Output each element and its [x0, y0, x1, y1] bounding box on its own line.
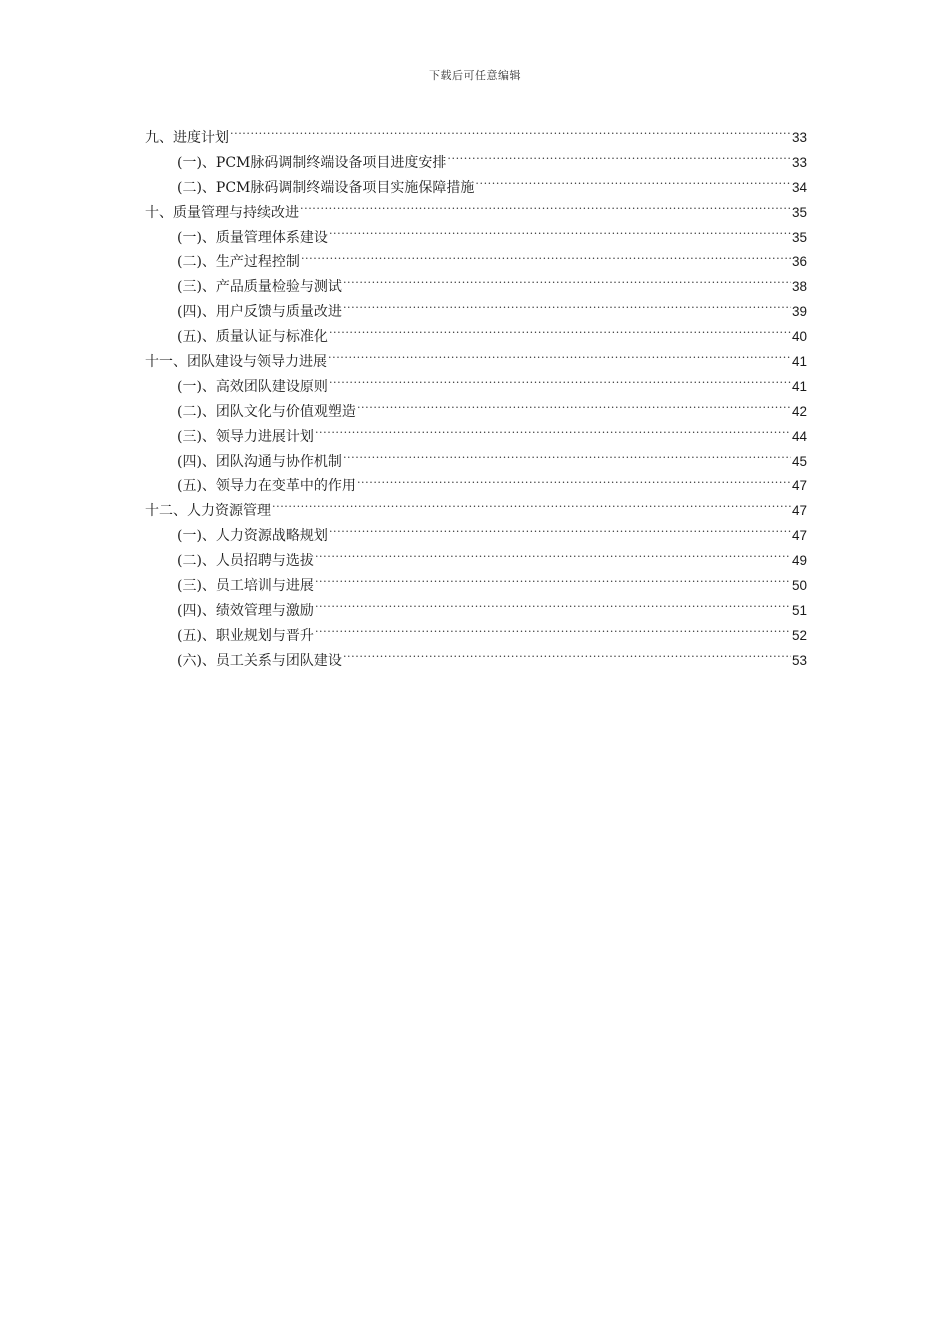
toc-dot-leader [300, 203, 791, 217]
toc-page-number: 50 [791, 578, 807, 594]
toc-subsection-entry[interactable] [145, 300, 807, 325]
toc-subsection-entry[interactable] [145, 226, 807, 251]
toc-entry-title: (一)、高效团队建设原则 [177, 378, 328, 395]
toc-dot-leader [230, 128, 791, 142]
toc-entry-title: (四)、用户反馈与质量改进 [177, 304, 342, 321]
toc-entry-title: (四)、绩效管理与激励 [177, 602, 314, 619]
toc-entry-title: (五)、领导力在变革中的作用 [177, 478, 356, 495]
toc-dot-leader [272, 501, 791, 515]
toc-entry-title: (一)、人力资源战略规划 [177, 528, 328, 545]
toc-section-entry[interactable] [145, 201, 807, 226]
toc-entry-title: (一)、PCM脉码调制终端设备项目进度安排 [177, 154, 447, 171]
toc-page-number: 38 [791, 279, 807, 295]
toc-subsection-entry[interactable] [145, 649, 807, 674]
toc-page-number: 35 [791, 204, 807, 220]
toc-entry-title: (六)、员工关系与团队建设 [177, 652, 342, 669]
toc-subsection-entry[interactable] [145, 524, 807, 549]
toc-page-number: 35 [791, 229, 807, 245]
toc-page-number: 34 [791, 179, 807, 195]
toc-entry-title: (二)、团队文化与价值观塑造 [177, 403, 356, 420]
toc-dot-leader [343, 651, 791, 665]
toc-subsection-entry[interactable] [145, 250, 807, 275]
toc-entry-title: (二)、PCM脉码调制终端设备项目实施保障措施 [177, 179, 475, 196]
toc-entry-title: (三)、领导力进展计划 [177, 428, 314, 445]
toc-subsection-entry[interactable] [145, 400, 807, 425]
toc-entry-title: (五)、质量认证与标准化 [177, 329, 328, 346]
toc-entry-title: (三)、产品质量检验与测试 [177, 279, 342, 296]
toc-entry-title: 十、质量管理与持续改进 [145, 204, 299, 221]
toc-page-number: 51 [791, 602, 807, 618]
toc-dot-leader [343, 452, 791, 466]
toc-dot-leader [357, 402, 791, 416]
toc-dot-leader [315, 601, 791, 615]
toc-page-number: 42 [791, 403, 807, 419]
toc-subsection-entry[interactable] [145, 624, 807, 649]
toc-page-number: 53 [791, 652, 807, 668]
toc-dot-leader [343, 277, 791, 291]
toc-section-entry[interactable] [145, 499, 807, 524]
header-note: 下载后可任意编辑 [429, 69, 521, 82]
toc-entry-title: (四)、团队沟通与协作机制 [177, 453, 342, 470]
toc-subsection-entry[interactable] [145, 549, 807, 574]
toc-subsection-entry[interactable] [145, 375, 807, 400]
toc-subsection-entry[interactable] [145, 151, 807, 176]
toc-page-number: 41 [791, 378, 807, 394]
toc-dot-leader [301, 252, 791, 266]
toc-entry-title: 十一、团队建设与领导力进展 [145, 354, 327, 371]
toc-subsection-entry[interactable] [145, 425, 807, 450]
toc-page-number: 47 [791, 528, 807, 544]
toc-entry-title: (三)、员工培训与进展 [177, 578, 314, 595]
toc-subsection-entry[interactable] [145, 599, 807, 624]
toc-dot-leader [315, 427, 791, 441]
toc-dot-leader [329, 228, 791, 242]
toc-page-number: 44 [791, 428, 807, 444]
toc-dot-leader [329, 526, 791, 540]
toc-subsection-entry[interactable] [145, 176, 807, 201]
toc-page-number: 49 [791, 553, 807, 569]
toc-subsection-entry[interactable] [145, 574, 807, 599]
toc-dot-leader [447, 153, 791, 167]
table-of-contents [145, 126, 807, 674]
toc-dot-leader [315, 576, 791, 590]
toc-page-number: 36 [791, 254, 807, 270]
toc-page-number: 47 [791, 503, 807, 519]
toc-dot-leader [328, 352, 791, 366]
toc-subsection-entry[interactable] [145, 325, 807, 350]
toc-entry-title: (二)、生产过程控制 [177, 254, 300, 271]
toc-page-number: 33 [791, 130, 807, 145]
toc-dot-leader [357, 476, 791, 490]
toc-dot-leader [329, 327, 791, 341]
toc-dot-leader [329, 377, 791, 391]
toc-subsection-entry[interactable] [145, 450, 807, 475]
toc-dot-leader [315, 551, 791, 565]
toc-section-entry[interactable] [145, 126, 807, 151]
toc-entry-title: (二)、人员招聘与选拔 [177, 553, 314, 570]
toc-entry-title: (一)、质量管理体系建设 [177, 229, 328, 246]
toc-dot-leader [475, 178, 791, 192]
toc-subsection-entry[interactable] [145, 275, 807, 300]
toc-dot-leader [343, 302, 791, 316]
toc-page-number: 39 [791, 304, 807, 320]
toc-page-number: 52 [791, 627, 807, 643]
toc-page-number: 40 [791, 329, 807, 345]
toc-page-number: 41 [791, 354, 807, 370]
toc-entry-title: 九、进度计划 [145, 130, 229, 146]
toc-page-number: 45 [791, 453, 807, 469]
toc-subsection-entry[interactable] [145, 474, 807, 499]
toc-page-number: 33 [791, 154, 807, 170]
toc-dot-leader [315, 626, 791, 640]
toc-section-entry[interactable] [145, 350, 807, 375]
toc-entry-title: 十二、人力资源管理 [145, 503, 271, 520]
toc-page-number: 47 [791, 478, 807, 494]
toc-entry-title: (五)、职业规划与晋升 [177, 627, 314, 644]
